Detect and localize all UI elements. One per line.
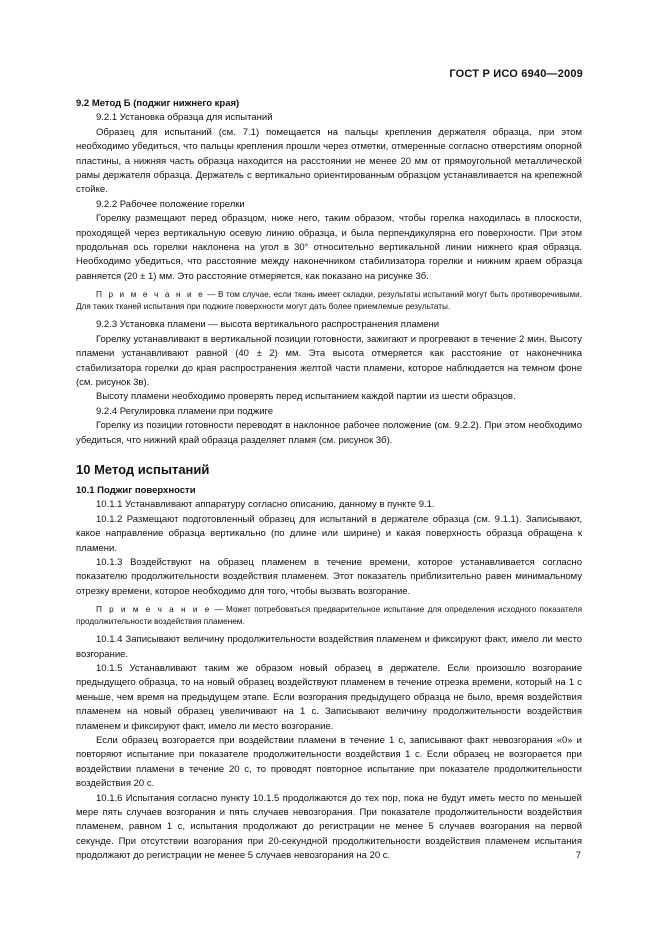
paragraph: 10.1.6 Испытания согласно пункту 10.1.5 продолжаются до тех пор, пока не будут иметь место по меньшей мере пять случаев возгорания и пять случаев невозгорания. При показателе продолжительности воздействия пламенем, равном 1 с, испытания продолжают до регистрации не менее 5 случаев возгорания на первой секунде. При отсутствии возгорания при 20-секундной продолжительности воздействия пламенем испытания продолжают до регистрации не менее 5 случаев невозгорания на 20 с. (76, 792, 582, 862)
section-9-2-4-title: 9.2.4 Регулировка пламени при поджиге (96, 405, 274, 417)
paragraph: 10.1.2 Размещают подготовленный образец для испытаний в держателе образца (см. 9.1.1). Записывают, какое направление образца вертикально (по длине или ширине) и какая поверхность образца обращена к пламени. (76, 513, 582, 554)
document-body (76, 95, 582, 864)
section-9-2-2-title: 9.2.2 Рабочее положение горелки (96, 198, 245, 210)
document-header: ГОСТ Р ИСО 6940—2009 (449, 68, 583, 80)
note (76, 604, 582, 628)
paragraph: 10.1.4 Записывают величину продолжительности воздействия пламенем и фиксируют факт, имело ли место возгорание. (76, 634, 582, 660)
paragraph: Горелку устанавливают в вертикальной позиции готовности, зажигают и прогревают в течение 2 мин. Высоту пламени устанавливают равной (40 ± 2) мм. Эта высота отмеряется как расстояние от наконечника стабилизатора горелки до края распространения желтой части пламени, которое наблюдается на темном фоне (см. рисунок 3в). (76, 333, 582, 388)
paragraph: 10.1.3 Воздействуют на образец пламенем в течение времени, которое устанавливается согласно показателю продолжительности воздействия пламенем. Этот показатель приблизительно равен минимальному отрезку времени, которое необходимо для того, чтобы вызвать возгорание. (76, 556, 582, 597)
paragraph: 10.1.5 Устанавливают таким же образом новый образец в держателе. Если произошло возгорание предыдущего образца, то на новый образец воздействуют пламенем в течение отрезка времени, который на 1 с меньше, чем время на предыдущем этапе. Если возгорания предыдущего образца не было, время воздействия пламенем на новый образец увеличивают на 1 с. Записывают величину продолжительности воздействия пламенем и фиксируют факт, имело ли место возгорание. (76, 663, 582, 732)
paragraph: Высоту пламени необходимо проверять перед испытанием каждой партии из шести образцов. (96, 391, 516, 403)
note (76, 289, 582, 313)
section-9-2-3-title: 9.2.3 Установка пламени — высота вертикального распространения пламени (96, 319, 440, 331)
note-text: — В том случае, если ткань имеет складки, результаты испытаний могут быть противоречивыми. Для таких тканей испытания при поджиге поверхности могут дать более приемлемые результаты. (76, 290, 582, 312)
section-10-1-title: 10.1 Поджиг поверхности (76, 484, 196, 496)
section-10-title: 10 Метод испытаний (76, 461, 210, 477)
section-9-2-title: 9.2 Метод Б (поджиг нижнего края) (76, 98, 240, 109)
paragraph: 10.1.1 Устанавливают аппаратуру согласно описанию, данному в пункте 9.1. (96, 499, 435, 511)
note-label: П р и м е ч а н и е (96, 290, 205, 300)
section-9-2-1-title: 9.2.1 Установка образца для испытаний (96, 112, 273, 124)
page-number: 7 (575, 850, 581, 861)
paragraph: Горелку размещают перед образцом, ниже него, таким образом, чтобы горелка находилась в плоскости, проходящей через вертикальную осевую линию образца, и была перпендикулярна его поверхности. При этом продольная ось горелки наклонена на угол в 30° относительно вертикальной линии нижнего края образца. Необходимо убедиться, что расстояние между наконечником стабилизатора горелки и нижним краем образца равняется (20 ± 1) мм. Это расстояние отмеряется, как показано на рисунке 3б. (76, 213, 582, 282)
paragraph: Если образец возгорается при воздействии пламени в течение 1 с, записывают факт невозгорания «0» и повторяют испытание при показателе продолжительности воздействия 1 с. Если образец не возгорается при воздействии пламени в течение 20 с, то проводят повторное испытание при показателе продолжительности воздействия 20 с. (76, 735, 582, 790)
paragraph: Образец для испытаний (см. 7.1) помещается на пальцы крепления держателя образца, при этом необходимо убедиться, что пальцы крепления прошли через отметки, отмеренные согласно отверстиям опорной пластины, а нижняя часть образца находится на расстоянии не менее 20 мм от прямоугольной металлической рамы держателя образца. Держатель с вертикально ориентированным образцом устанавливается на крепежной стойке. (76, 126, 582, 196)
note-label: П р и м е ч а н и е (96, 605, 212, 615)
note-text: — Может потребоваться предварительное испытание для определения исходного показателя продолжительности воздействия пламенем. (76, 605, 583, 627)
paragraph: Горелку из позиции готовности переводят в наклонное рабочее положение (см. 9.2.2). При этом необходимо убедиться, что нижний край образца разделяет пламя (см. рисунок 3б). (76, 420, 582, 446)
